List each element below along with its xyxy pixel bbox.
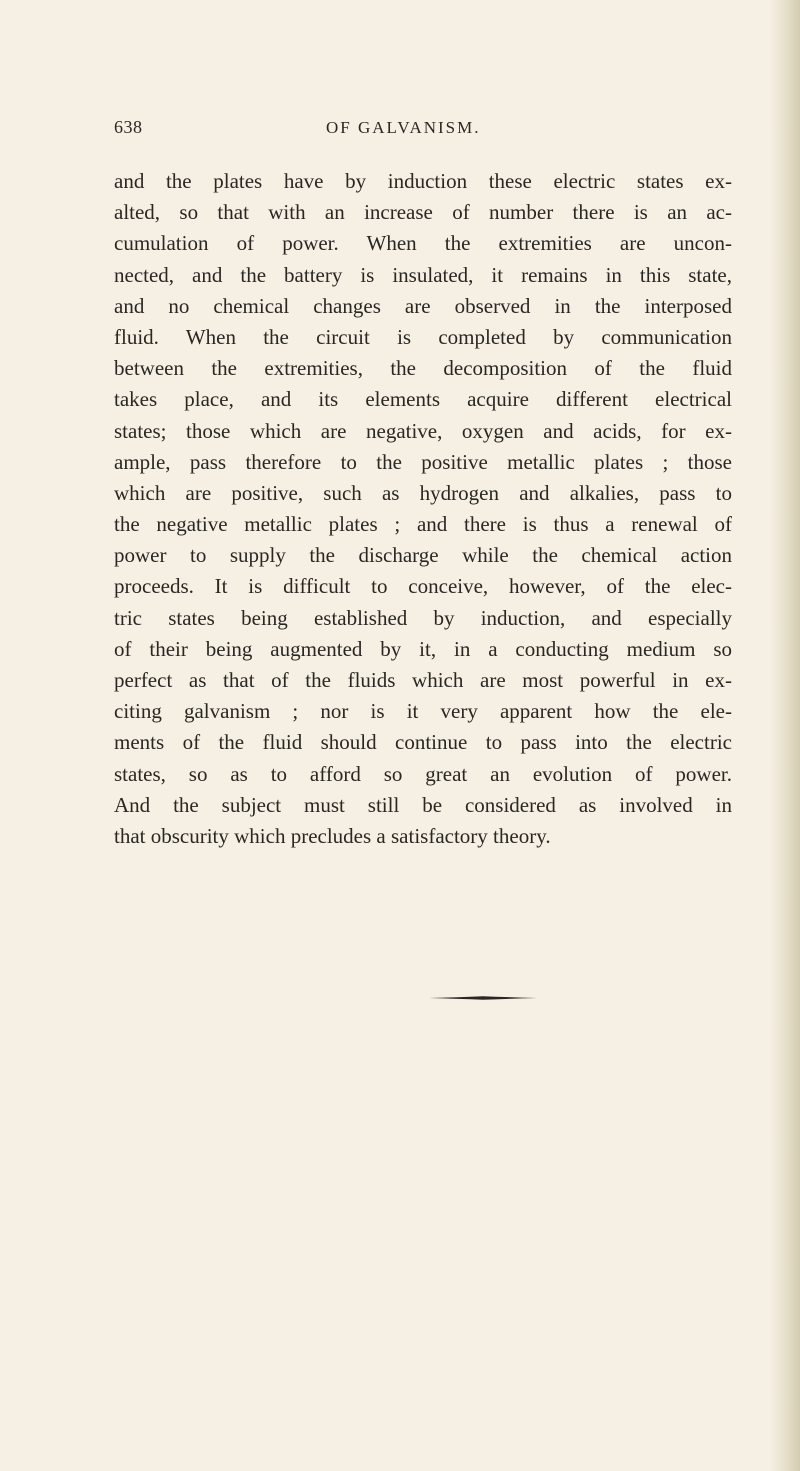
- text-line: the negative metallic plates ; and there is thus a renewal of: [114, 512, 732, 537]
- text-line: ample, pass therefore to the positive metallic plates ; those: [114, 449, 732, 474]
- text-line: fluid. When the circuit is completed by communication: [114, 324, 732, 349]
- text-line: perfect as that of the fluids which are most powerful in ex-: [114, 668, 732, 692]
- text-line: tric states being established by induction, and especially: [114, 605, 732, 630]
- text-line: citing galvanism ; nor is it very apparent how the ele-: [114, 699, 732, 724]
- text-line: states, so as to afford so great an evolution of power.: [114, 761, 732, 786]
- text-line: of their being augmented by it, in a conducting medium so: [114, 636, 732, 661]
- running-title: OF GALVANISM.: [326, 118, 481, 137]
- body-paragraph: [114, 166, 732, 852]
- text-line: takes place, and its elements acquire different electrical: [114, 387, 732, 412]
- text-line: that obscurity which precludes a satisfactory theory.: [114, 823, 551, 848]
- text-line: states; those which are negative, oxygen and acids, for ex-: [114, 418, 732, 443]
- text-line: and no chemical changes are observed in the interposed: [114, 293, 732, 318]
- text-line: power to supply the discharge while the chemical action: [114, 543, 732, 568]
- text-line: proceeds. It is difficult to conceive, however, of the elec-: [114, 574, 732, 599]
- page-edge-shadow: [770, 0, 800, 1471]
- tapered-rule-ornament-icon: [429, 996, 537, 1000]
- text-line: and the plates have by induction these electric states ex-: [114, 169, 732, 193]
- text-line: which are positive, such as hydrogen and alkalies, pass to: [114, 480, 732, 505]
- text-line: between the extremities, the decomposition of the fluid: [114, 356, 732, 381]
- text-line: ments of the fluid should continue to pass into the electric: [114, 730, 732, 755]
- text-line: And the subject must still be considered as involved in: [114, 792, 732, 817]
- page-header: [114, 117, 714, 145]
- text-line: cumulation of power. When the extremities are uncon-: [114, 231, 732, 256]
- page-number: 638: [114, 117, 143, 137]
- text-line: nected, and the battery is insulated, it remains in this state,: [114, 262, 732, 287]
- text-line: alted, so that with an increase of number there is an ac-: [114, 200, 732, 225]
